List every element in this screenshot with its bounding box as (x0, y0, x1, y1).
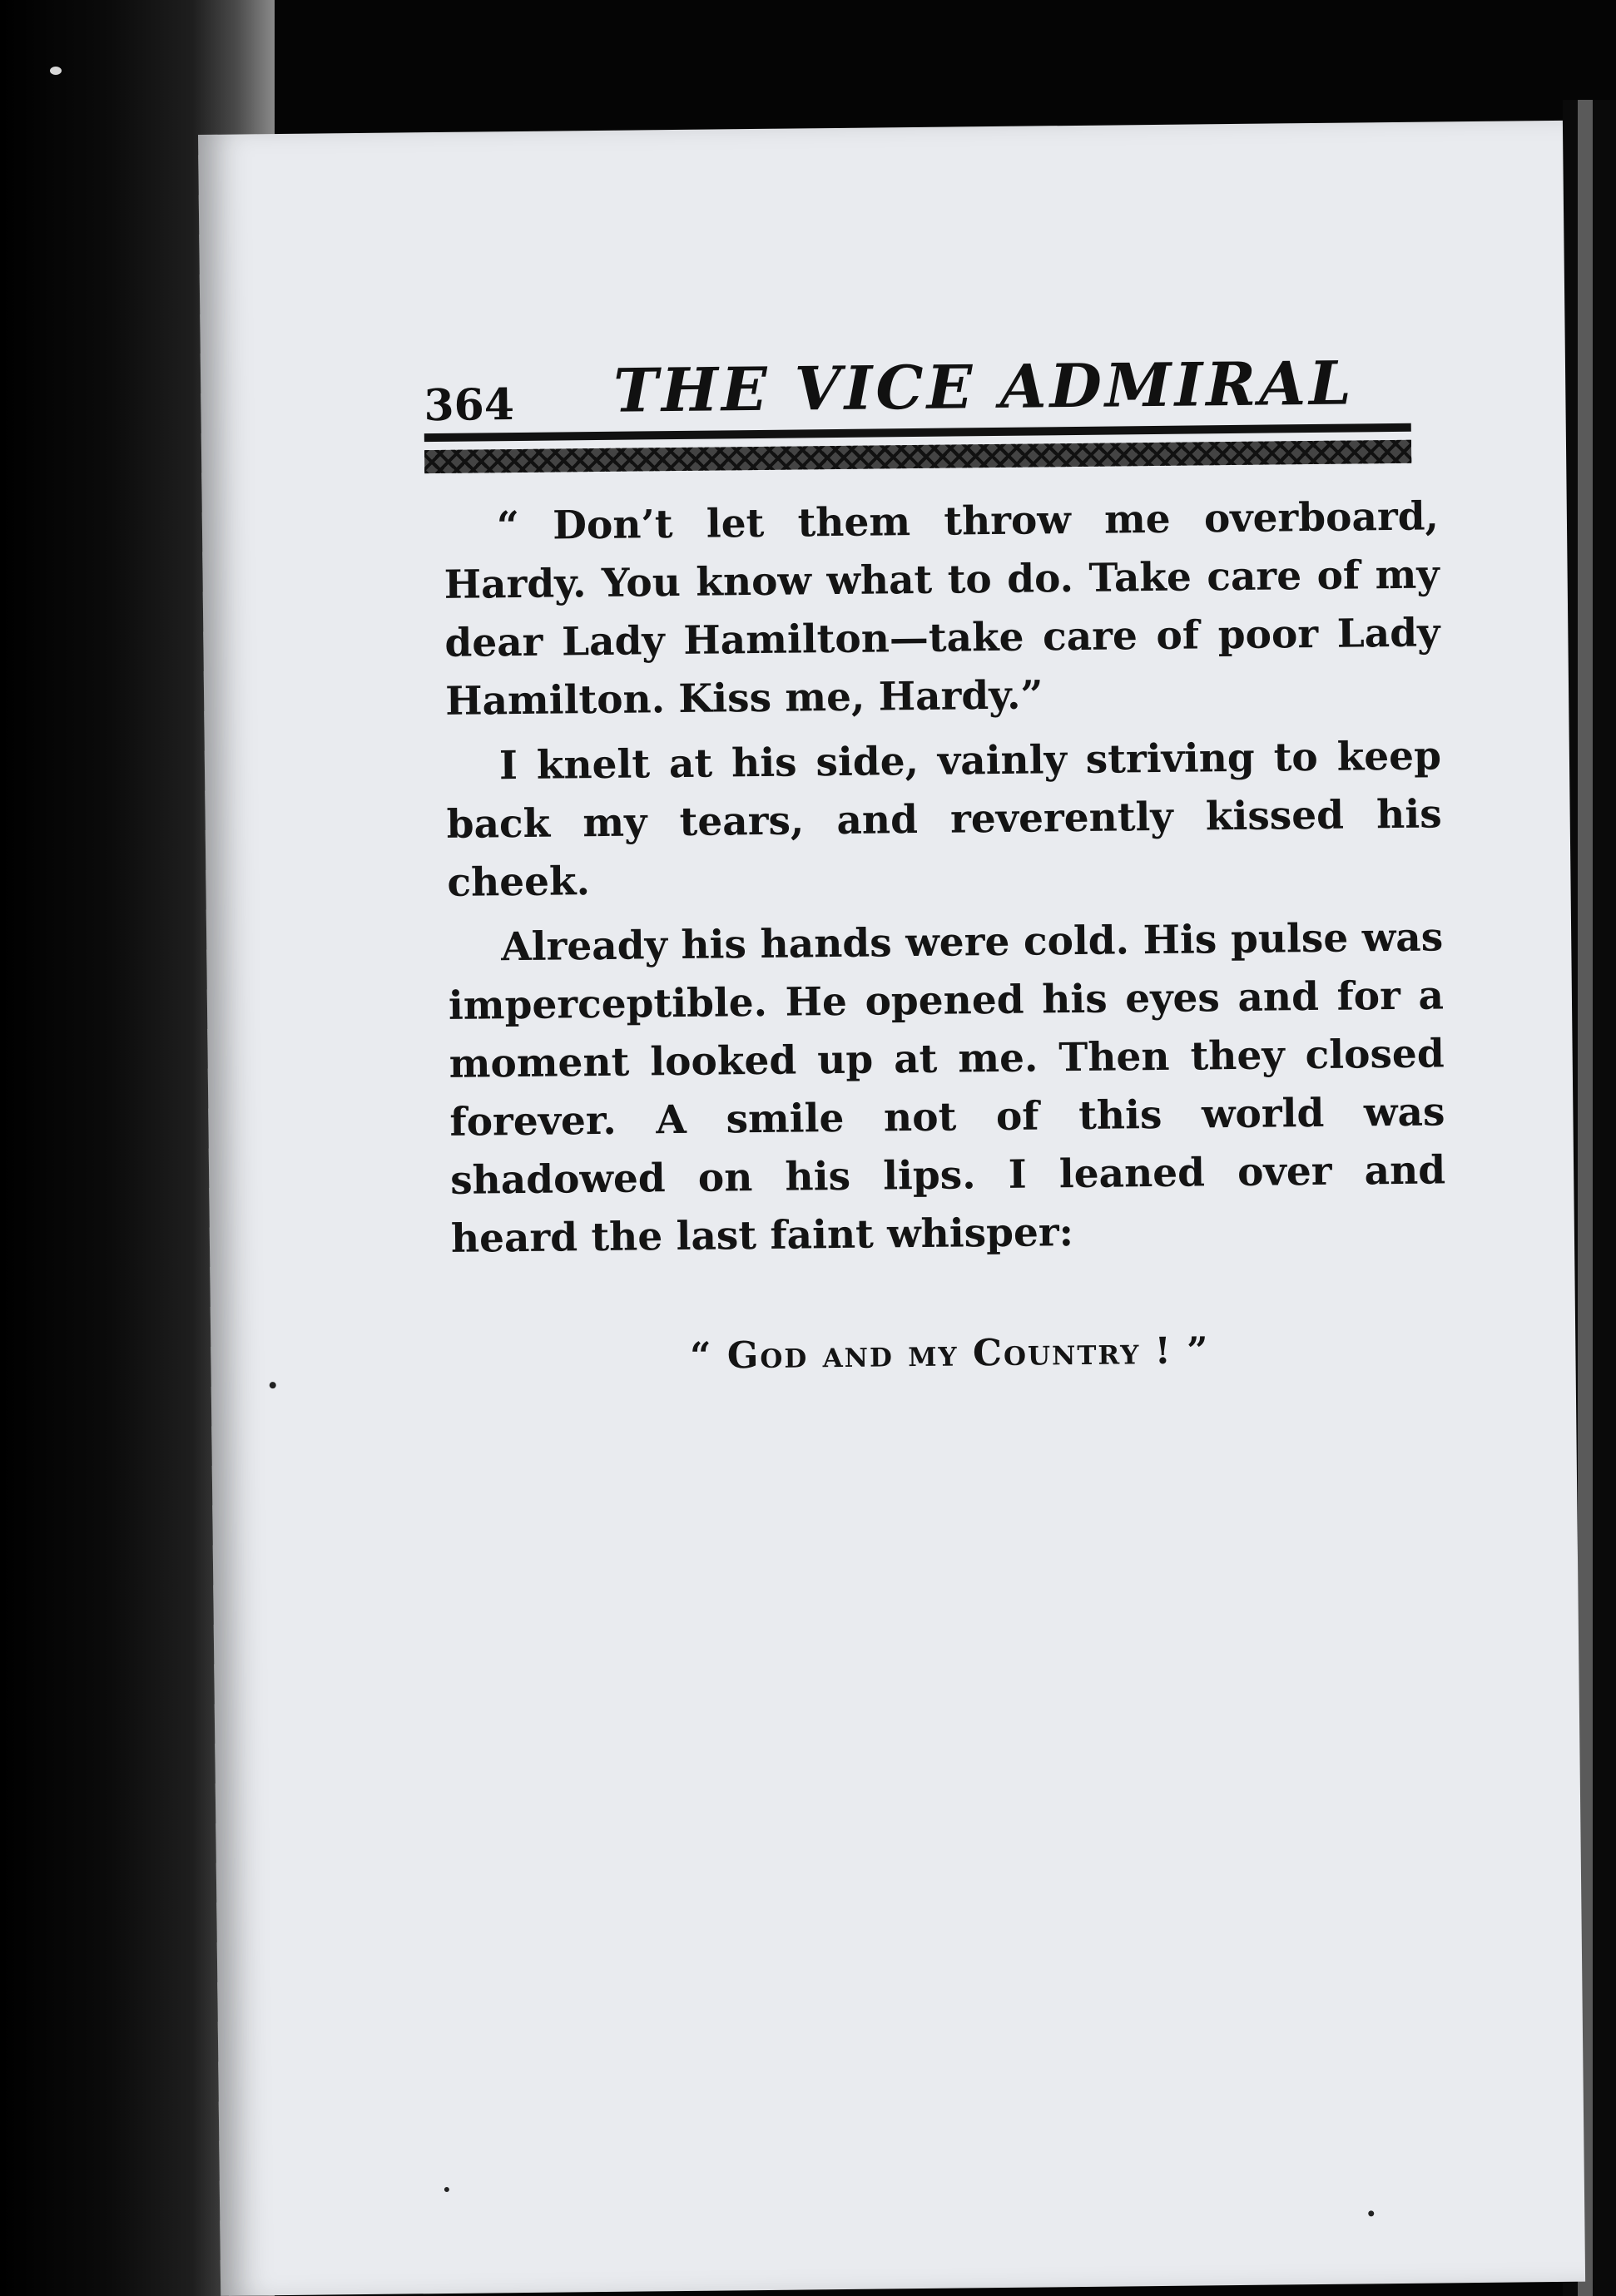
dust-speck (270, 1382, 276, 1388)
page-header (423, 322, 1422, 433)
paragraph: Already his hands were cold. His pulse was imperceptible. He opened his eyes and for a moment looked up at me. Then they closed forever. A smile not of this world was shadowed on his lips. I leaned over and heard the last faint whisper: (448, 914, 1446, 1262)
book-page (198, 121, 1585, 2296)
ornamental-border (424, 440, 1411, 473)
running-head: THE VICE ADMIRAL (612, 347, 1356, 426)
body-text (444, 487, 1447, 1378)
dust-speck (1368, 2210, 1374, 2216)
dust-speck (444, 2187, 449, 2192)
closing-motto: “ God and my Country ! ” (689, 1329, 1210, 1378)
paragraph: I knelt at his side, vainly striving to keep back my tears, and reverently kissed his cheek. (446, 733, 1442, 906)
paragraph: “ Don’t let them throw me overboard, Hardy. You know what to do. Take care of my dear Lady Hamilton—take care of poor Lady Hamilton. Kiss me, Hardy.” (444, 493, 1440, 725)
dust-speck (50, 67, 62, 75)
page-number: 364 (424, 379, 515, 432)
